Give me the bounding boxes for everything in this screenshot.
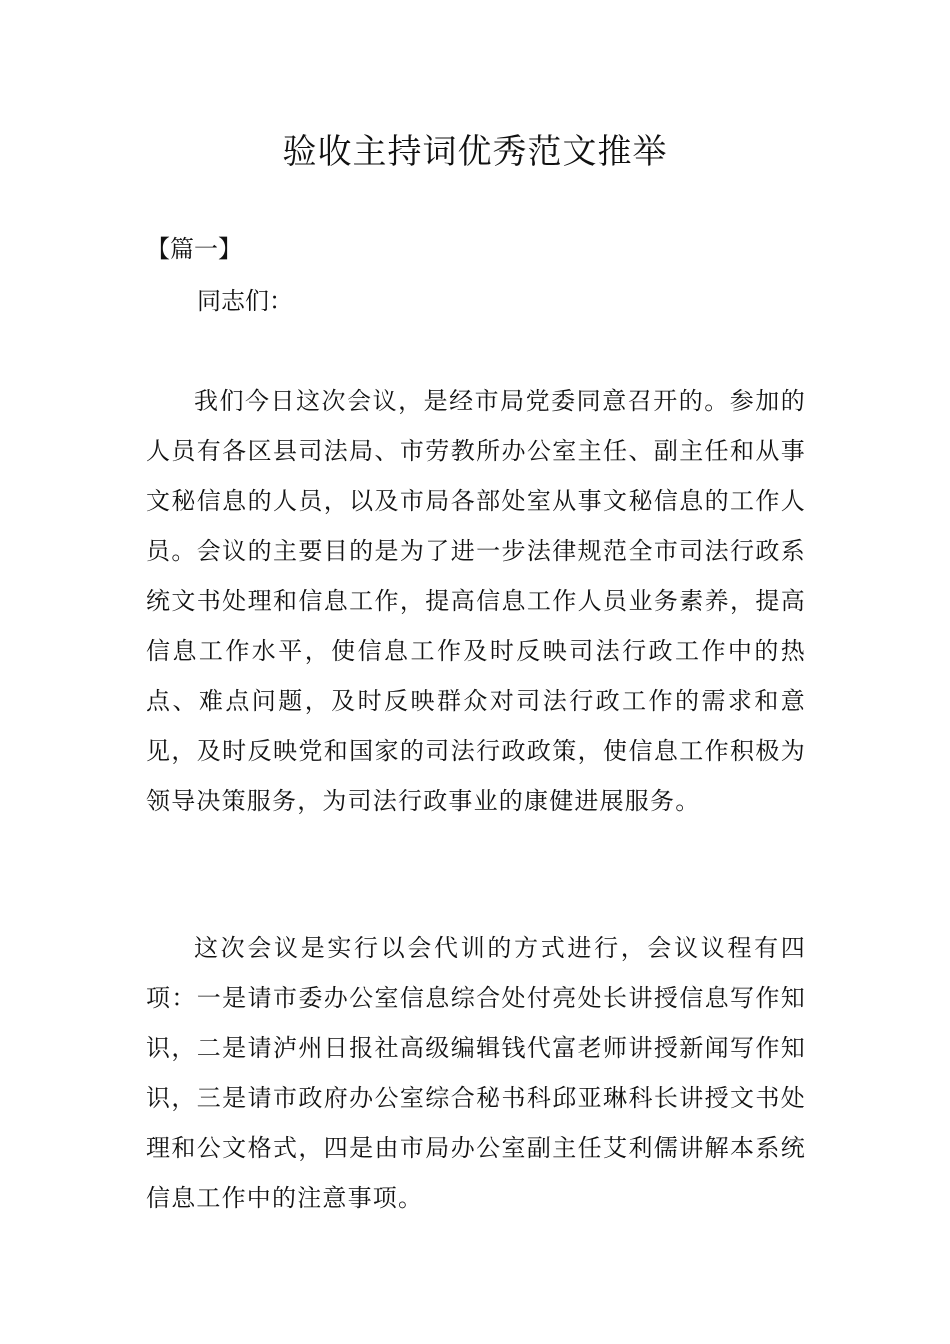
section-label: 【篇一】	[146, 235, 242, 263]
paragraph: 我们今日这次会议，是经市局党委同意召开的。参加的人员有各区县司法局、市劳教所办公室主任、副主任和从事文秘信息的人员，以及市局各部处室从事文秘信息的工作人员。会议的主要目的是为了进一步法律规范全市司法行政系统文书处理和信息工作，提高信息工作人员业务素养，提高信息工作水平，使信息工作及时反映司法行政工作中的热点、难点问题，及时反映群众对司法行政工作的需求和意见，及时反映党和国家的司法行政政策，使信息工作积极为领导决策服务，为司法行政事业的康健进展服务。	[146, 387, 806, 815]
greeting: 同志们：	[197, 287, 293, 315]
paragraph: 这次会议是实行以会代训的方式进行，会议议程有四项：一是请市委办公室信息综合处付亮处长讲授信息写作知识，二是请泸州日报社高级编辑钱代富老师讲授新闻写作知识，三是请市政府办公室综合秘书科邱亚琳科长讲授文书处理和公文格式，四是由市局办公室副主任艾利儒讲解本系统信息工作中的注意事项。	[146, 934, 806, 1212]
document-title: 验收主持词优秀范文推举	[282, 132, 668, 172]
